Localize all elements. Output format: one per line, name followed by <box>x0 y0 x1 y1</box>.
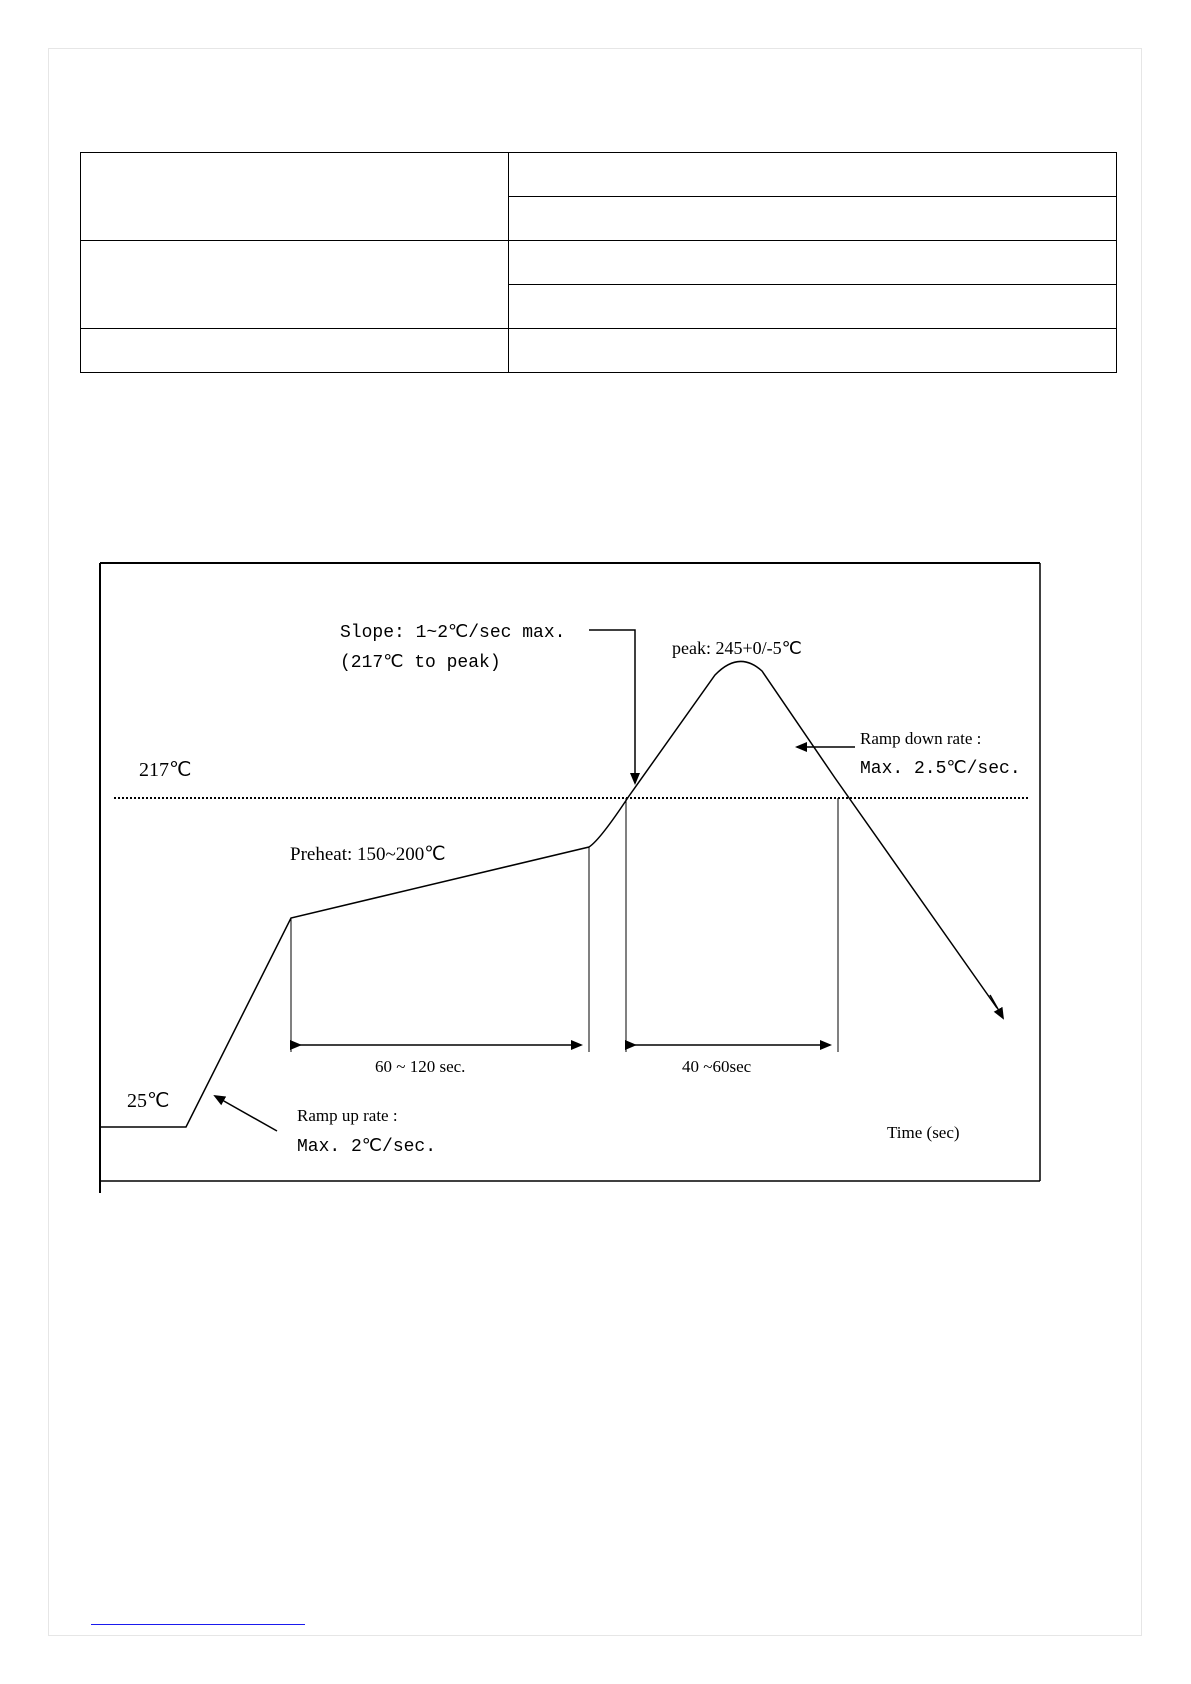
x-axis-label: Time (sec) <box>887 1123 960 1142</box>
table-cell <box>81 329 509 373</box>
liquidus-label: 217℃ <box>139 759 192 781</box>
reflow-profile-chart <box>95 558 1045 1198</box>
curve-end-arrow <box>990 995 1003 1018</box>
footer-link-underline[interactable] <box>91 1624 305 1625</box>
peak-label: peak: 245+0/-5℃ <box>672 638 802 658</box>
table-row <box>81 329 1117 373</box>
table-cell <box>509 329 1117 373</box>
table-row <box>81 153 1117 197</box>
ramp-up-label-line2: Max. 2℃/sec. <box>297 1137 437 1157</box>
table-cell <box>81 153 509 241</box>
preheat-label: Preheat: 150~200℃ <box>290 844 446 865</box>
spec-table <box>80 152 1117 373</box>
table-cell <box>509 197 1117 241</box>
table-cell <box>509 153 1117 197</box>
ramp-up-callout-arrow <box>215 1096 277 1131</box>
table-cell <box>81 241 509 329</box>
table-cell <box>509 285 1117 329</box>
ramp-down-label-line1: Ramp down rate : <box>860 729 982 748</box>
table-row <box>81 241 1117 285</box>
slope-label-line1: Slope: 1~2℃/sec max. <box>340 623 566 643</box>
ramp-down-label-line2: Max. 2.5℃/sec. <box>860 759 1021 779</box>
slope-callout-line <box>589 630 635 783</box>
preheat-duration-label: 60 ~ 120 sec. <box>375 1057 466 1076</box>
slope-label-line2: (217℃ to peak) <box>340 653 501 673</box>
liquidus-duration-label: 40 ~60sec <box>682 1057 752 1076</box>
ambient-label: 25℃ <box>127 1090 170 1112</box>
table-cell <box>509 241 1117 285</box>
ramp-up-label-line1: Ramp up rate : <box>297 1106 398 1125</box>
